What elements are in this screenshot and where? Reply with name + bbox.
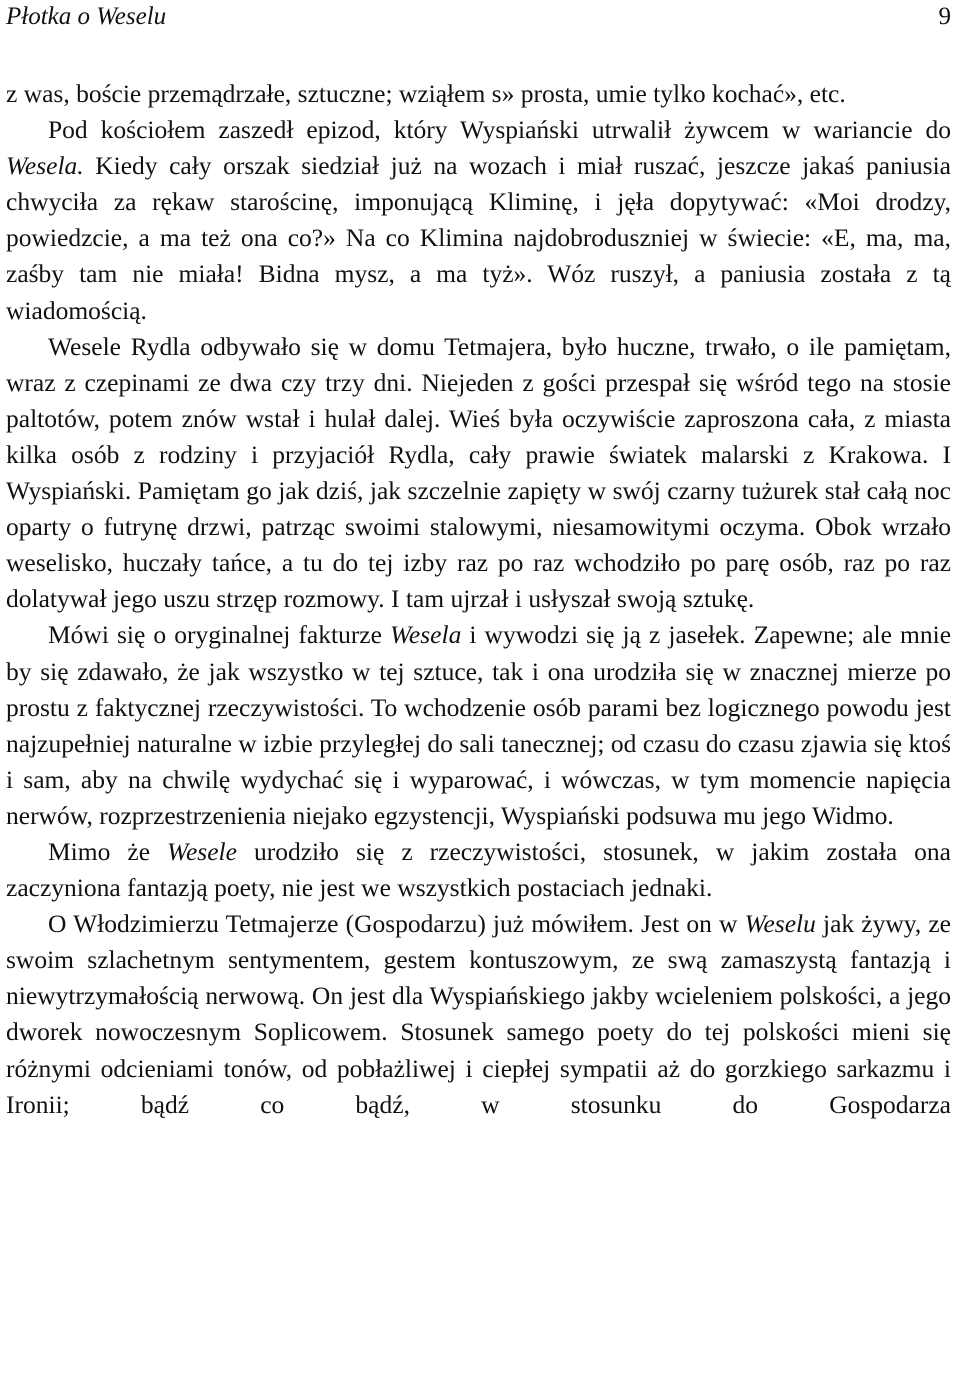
- work-title-italic: Weselu: [744, 909, 816, 939]
- text-run: O Włodzimierzu Tetmajerze (Gospodarzu) już mówiłem. Jest on w: [48, 909, 745, 939]
- paragraph: [6, 906, 951, 1123]
- body-text: [6, 76, 951, 1123]
- text-run: Pod kościołem zaszedł epizod, który Wyspiański utrwalił żywcem w wariancie do: [48, 115, 951, 145]
- running-header: [6, 0, 951, 34]
- text-run: Kiedy cały orszak siedział już na wozach i miał ruszać, jeszcze jakaś paniusia chwyciła za rękaw starościnę, imponującą Kliminę, i jęła dopytywać: «Moi drodzy, powiedzcie, a ma też ona co?» Na co Klimina najdobroduszniej w świecie: «E, ma, ma, zaśby tam nie miała! Bidna mysz, a ma tyż». Wóz ruszył, a paniusia została z tą wiadomością.: [6, 151, 951, 325]
- page-number: 9: [938, 3, 951, 30]
- text-run: Mówi się o oryginalnej fakturze: [48, 620, 391, 650]
- paragraph: [6, 834, 951, 906]
- running-title: Płotka o Weselu: [6, 3, 167, 30]
- text-run: jak żywy, ze swoim szlachetnym sentymentem, gestem kontuszowym, ze swą zamaszystą fantazją i niewytrzymałością nerwową. On jest dla Wyspiańskiego jakby wcieleniem polskości, a jego dworek nowoczesnym Soplicowem. Stosunek samego poety do tej polskości mieni się różnymi odcieniami tonów, od pobłażliwej i ciepłej sympatii aż do gorzkiego sarkazmu i Ironii; bądź co bądź, w stosunku do Gospodarza: [6, 909, 951, 1119]
- text-run: i wywodzi się ją z jasełek. Zapewne; ale mnie by się zdawało, że jak wszystko w tej sztuce, tak i ona urodziła się w znacznej mierze po prostu z faktycznej rzeczywistości. To wchodzenie osób parami bez logicznego powodu jest najzupełniej naturalne w izbie przyległej do sali tanecznej; od czasu do czasu zjawia się ktoś i sam, aby na chwilę wydychać się i wyparować, i wówczas, w tym momencie napięcia nerwów, rozprzestrzenienia niejako egzystencji, Wyspiański podsuwa mu jego Widmo.: [6, 620, 952, 830]
- paragraph: [6, 329, 951, 618]
- text-run: urodziło się z rzeczywistości, stosunek, w jakim została ona zaczyniona fantazją poety, nie jest we wszystkich postaciach jednaki.: [6, 836, 952, 903]
- text-run: Wesele Rydla odbywało się w domu Tetmajera, było huczne, trwało, o ile pamiętam, wraz z czepinami ze dwa czy trzy dni. Niejeden z gości przespał się wśród tego na stosie paltotów, potem znów wstał i hulał dalej. Wieś była oczywiście zaproszona cała, z miasta kilka osób z rodziny i przyjaciół Rydla, cały prawie światek malarski z Krakowa. I Wyspiański. Pamiętam go jak dziś, jak szczelnie zapięty w swój czarny tużurek stał całą noc oparty o futrynę drzwi, patrząc swoimi stalowymi, niesamowitymi oczyma. Obok wrzało weselisko, huczały tańce, a tu do tej izby raz po raz wchodziło po parę osób, raz po raz dolatywał jego uszu strzęp rozmowy. I tam ujrzał i usłyszał swoją sztukę.: [6, 331, 951, 614]
- work-title-italic: Wesela: [390, 620, 462, 650]
- text-run: z was, boście przemądrzałe, sztuczne; wziąłem s» prosta, umie tylko kochać», etc.: [6, 79, 846, 108]
- paragraph: [6, 76, 951, 112]
- work-title-italic: Wesela.: [6, 151, 84, 181]
- paragraph: [6, 112, 951, 329]
- work-title-italic: Wesele: [167, 836, 237, 866]
- text-run: Mimo że: [48, 836, 168, 866]
- paragraph: [6, 617, 951, 834]
